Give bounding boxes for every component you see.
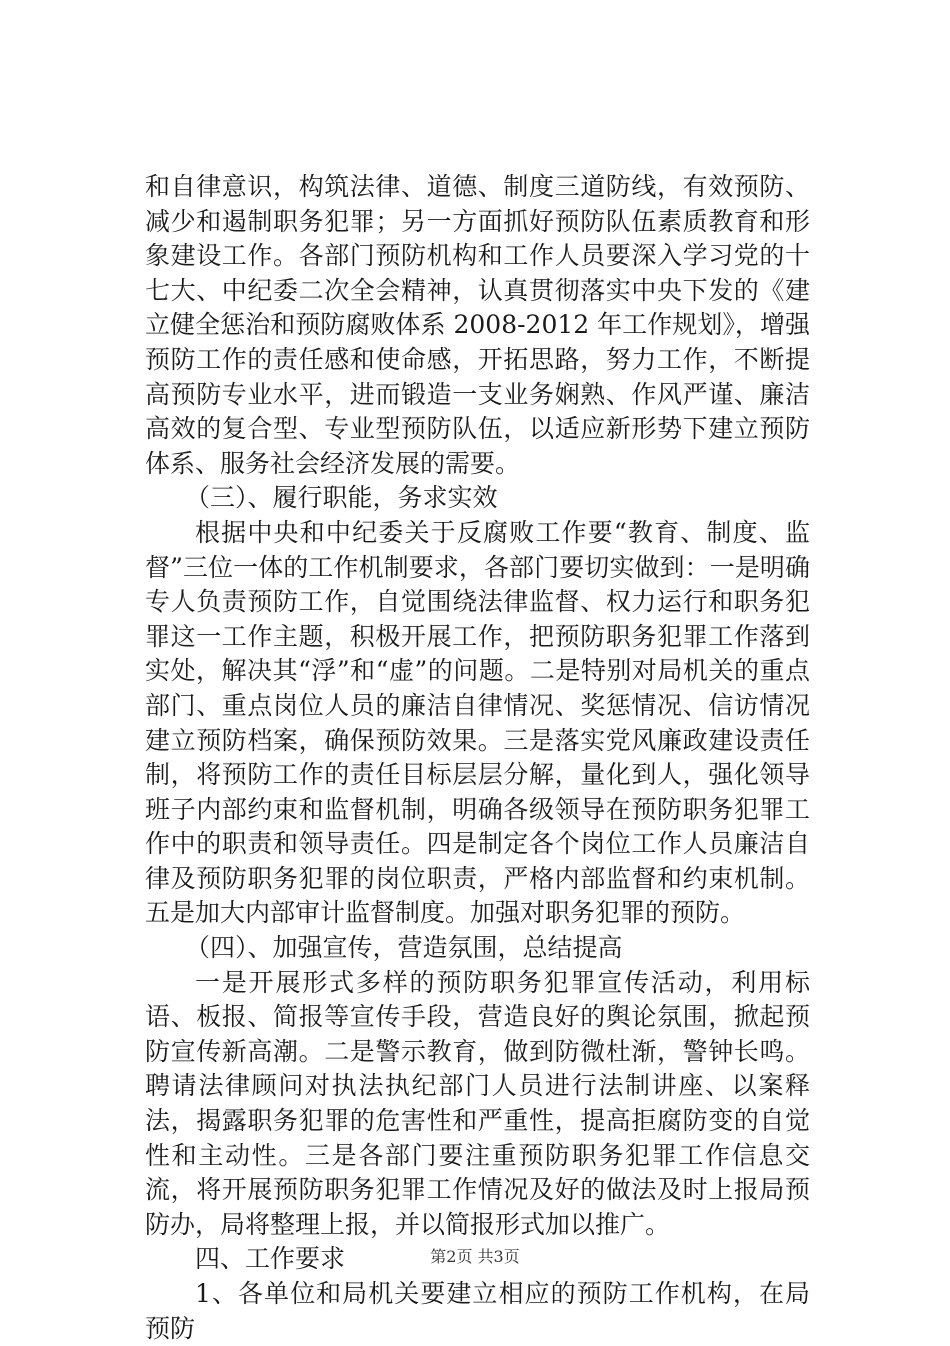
paragraph-section-3: 根据中央和中纪委关于反腐败工作要“教育、制度、监督”三位一体的工作机制要求，各部门要切实做到：一是明确专人负责预防工作，自觉围绕法律监督、权力运行和职务犯罪这一工作主题，积极开展工作，把预防职务犯罪工作落到实处，解决其“浮”和“虚”的问题。二是特别对局机关的重点部门、重点岗位人员的廉洁自律情况、奖惩情况、信访情况建立预防档案，确保预防效果。三是落实党风廉政建设责任制，将预防工作的责任目标层层分解，量化到人，强化领导班子内部约束和监督机制，明确各级领导在预防职务犯罪工作中的职责和领导责任。四是制定各个岗位工作人员廉洁自律及预防职务犯罪的岗位职责，严格内部监督和约束机制。五是加大内部审计监督制度。加强对职务犯罪的预防。 (145, 517, 810, 928)
paragraph-section-4: 一是开展形式多样的预防职务犯罪宣传活动，利用标语、板报、简报等宣传手段，营造良好的舆论氛围，掀起预防宣传新高潮。二是警示教育，做到防微杜渐，警钟长鸣。聘请法律顾问对执法执纪部门人员进行法制讲座、以案释法，揭露职务犯罪的危害性和严重性，提高拒腐防变的自觉性和主动性。三是各部门要注重预防职务犯罪工作信息交流，将开展预防职务犯罪工作情况及好的做法及时上报局预防办，局将整理上报，并以简报形式加以推广。 (145, 967, 810, 1239)
section-heading-work-requirements: 四、工作要求 (195, 1244, 346, 1274)
section-heading-3: （三）、履行职能，务求实效 (185, 483, 498, 513)
page-footer: 第2页 共3页 (430, 1247, 520, 1266)
paragraph-continuation: 和自律意识，构筑法律、道德、制度三道防线，有效预防、减少和遏制职务犯罪；另一方面抓好预防队伍素质教育和形象建设工作。各部门预防机构和工作人员要深入学习党的十七大、中纪委二次全会精神，认真贯彻落实中央下发的《建立健全惩治和预防腐败体系 2008-2012 年工作规划》，增强预防工作的责任感和使命感，开拓思路，努力工作，不断提高预防专业水平，进而锻造一支业务娴熟、作风严谨、廉洁高效的复合型、专业型预防队伍，以适应新形势下建立预防体系、服务社会经济发展的需要。 (145, 172, 810, 478)
document-body (145, 170, 810, 1346)
paragraph-requirement-1: 1、各单位和局机关要建立相应的预防工作机构，在局预防 (145, 1279, 810, 1343)
section-heading-4: （四）、加强宣传，营造氛围，总结提高 (185, 933, 623, 963)
